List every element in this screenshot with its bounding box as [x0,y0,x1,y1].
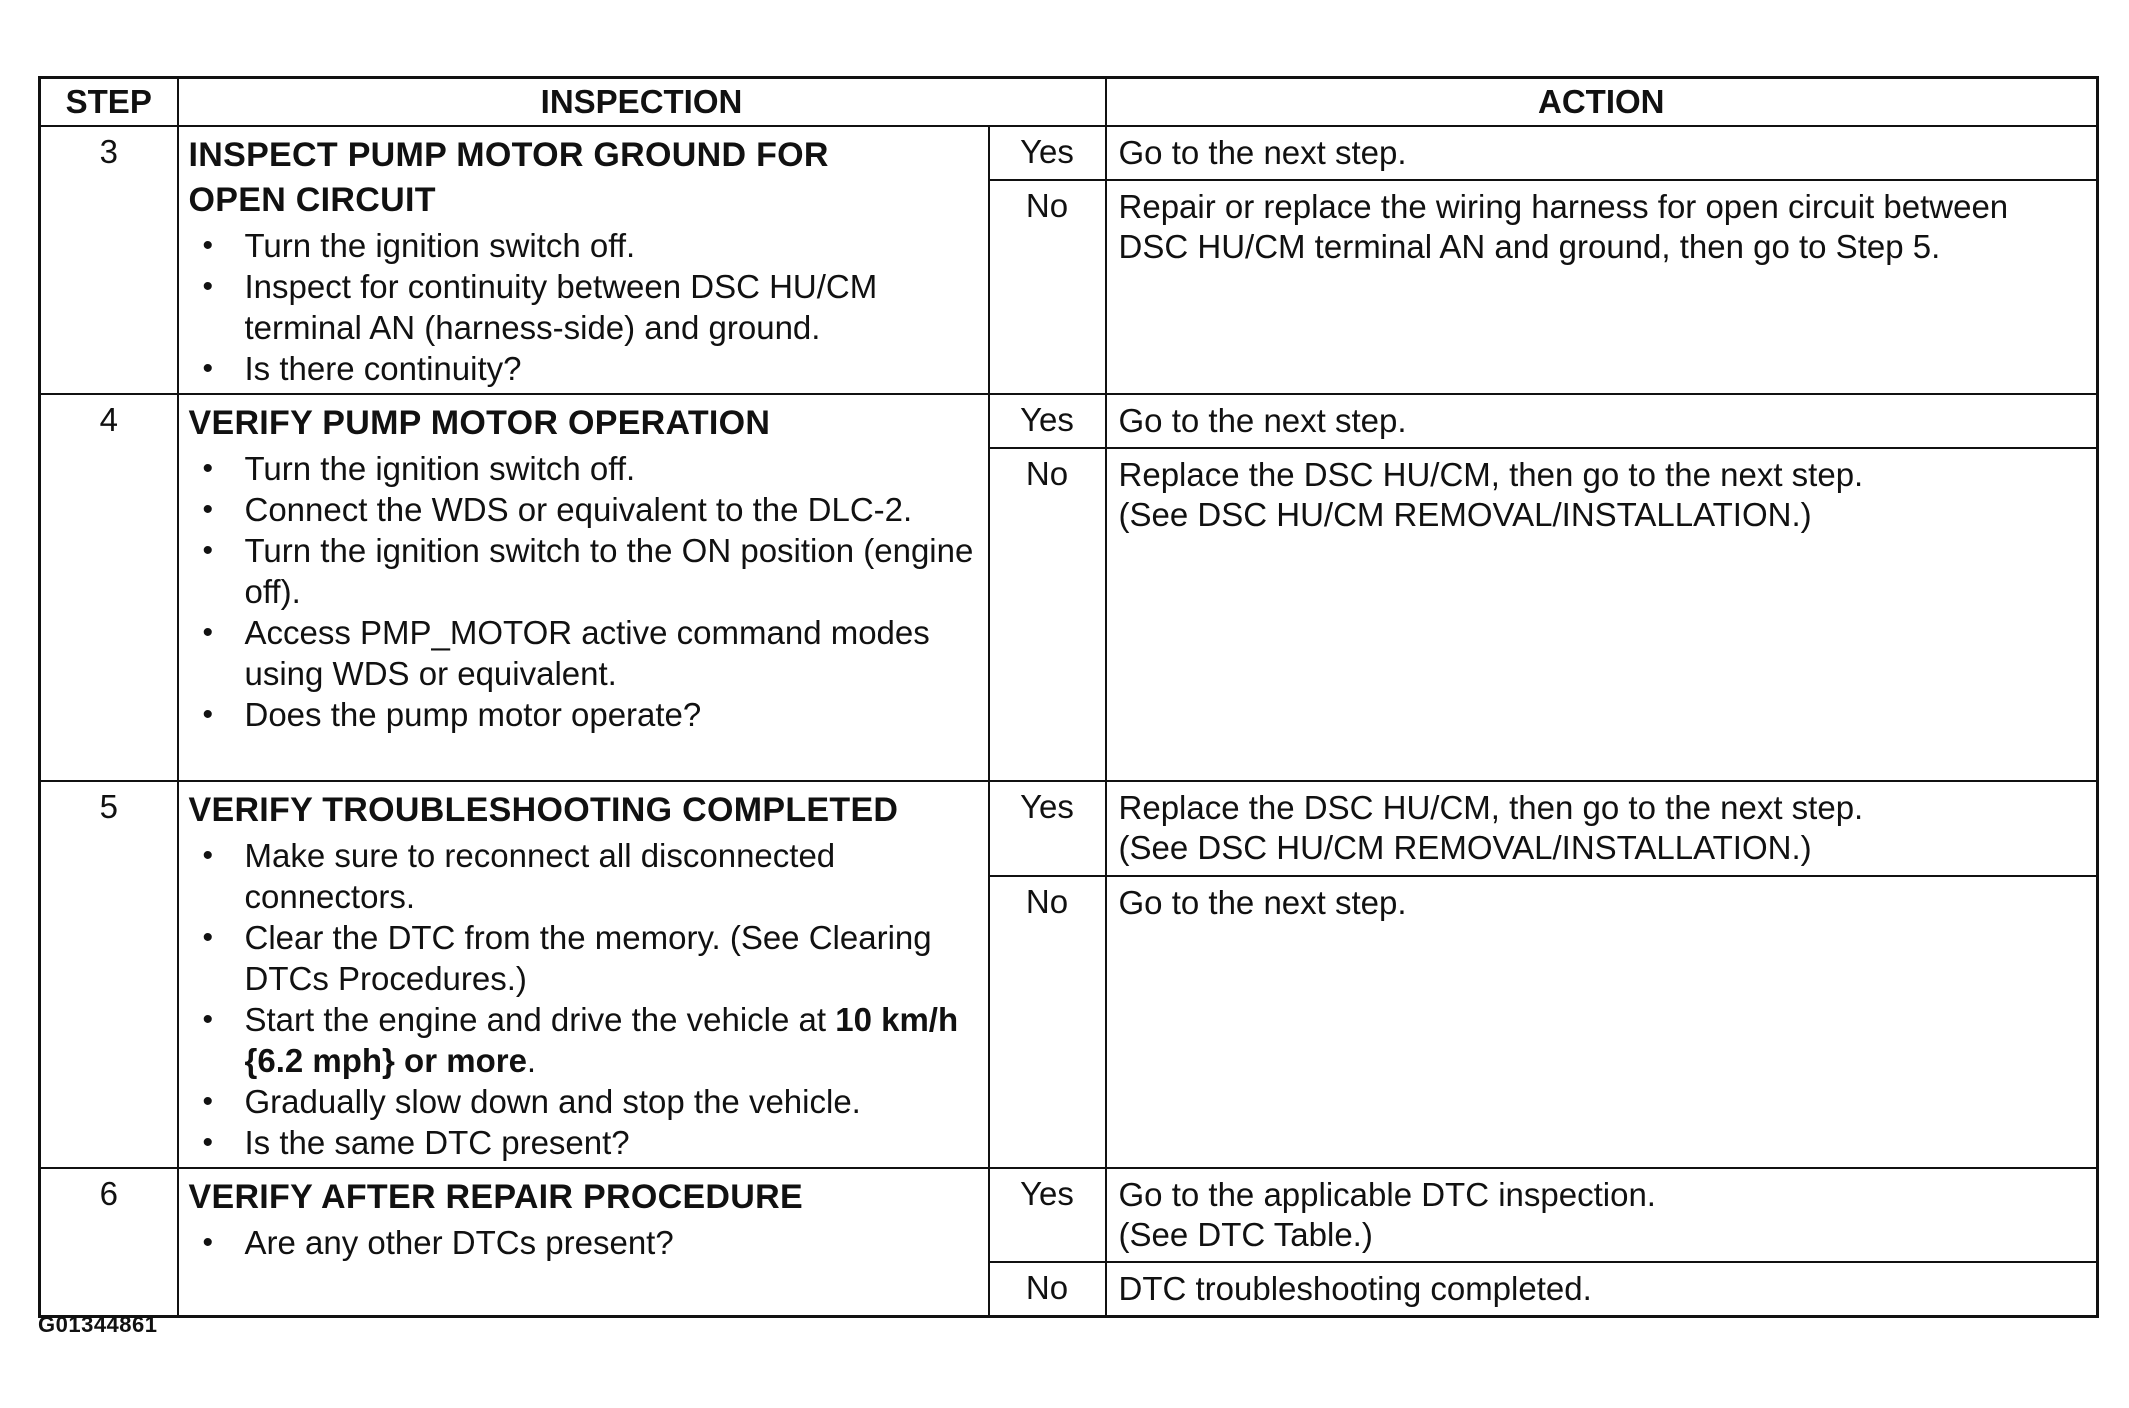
table-row [40,1168,2098,1262]
yes-action: Go to the applicable DTC inspection. (See DTC Table.) [1106,1168,2098,1262]
inspection-cell [178,394,989,781]
list-item: • Are any other DTCs present? [189,1222,978,1263]
inspection-bullets [189,225,978,389]
step-number: 6 [40,1168,178,1317]
no-label: No [989,180,1106,394]
inspection-title: VERIFY AFTER REPAIR PROCEDURE [188,1178,803,1216]
no-action: Go to the next step. [1106,876,2098,1168]
inspection-cell [178,126,989,394]
table-row [40,126,2098,180]
inspection-bullets [189,1222,978,1263]
no-action: Replace the DSC HU/CM, then go to the next step. (See DSC HU/CM REMOVAL/INSTALLATION.) [1106,448,2098,781]
no-action: Repair or replace the wiring harness for open circuit between DSC HU/CM terminal AN and ground, then go to Step 5. [1106,180,2098,394]
inspection-title: VERIFY TROUBLESHOOTING COMPLETED [188,791,899,829]
yes-label: Yes [989,781,1106,876]
inspection-title: VERIFY PUMP MOTOR OPERATION [188,404,771,442]
step-number: 3 [40,126,178,394]
no-action: DTC troubleshooting completed. [1106,1262,2098,1317]
diagnostic-table [38,76,2099,1318]
list-item: • Access PMP_MOTOR active command modes using WDS or equivalent. [189,612,978,694]
inspection-bullets [189,448,978,735]
yes-label: Yes [989,1168,1106,1262]
list-item: • Gradually slow down and stop the vehicle. [189,1081,978,1122]
table-row [40,394,2098,448]
header-row [40,78,2098,127]
step-number: 4 [40,394,178,781]
yes-label: Yes [989,126,1106,180]
list-item: • Turn the ignition switch to the ON position (engine off). [189,530,978,612]
speed-requirement: 10 km/h {6.2 mph} or more [244,1001,959,1079]
list-item: • Connect the WDS or equivalent to the DLC-2. [189,489,978,530]
header-action: ACTION [1106,78,2098,127]
yes-label: Yes [989,394,1106,448]
list-item: • Is there continuity? [189,348,978,389]
table-row [40,781,2098,876]
yes-action: Go to the next step. [1106,394,2098,448]
header-step: STEP [40,78,178,127]
figure-code: G01344861 [38,1312,158,1337]
list-item: • Turn the ignition switch off. [189,448,978,489]
yes-action: Replace the DSC HU/CM, then go to the next step. (See DSC HU/CM REMOVAL/INSTALLATION.) [1106,781,2098,876]
list-item: • Does the pump motor operate? [189,694,978,735]
header-inspection: INSPECTION [178,78,1106,127]
inspection-bullets [189,835,978,1163]
inspection-title: INSPECT PUMP MOTOR GROUND FOR OPEN CIRCUIT [188,136,829,219]
list-item: • Inspect for continuity between DSC HU/CM terminal AN (harness-side) and ground. [189,266,978,348]
inspection-cell [178,1168,989,1317]
list-item: • Turn the ignition switch off. [189,225,978,266]
step-number: 5 [40,781,178,1168]
no-label: No [989,448,1106,781]
list-item: • Is the same DTC present? [189,1122,978,1163]
inspection-cell [178,781,989,1168]
list-item: • Make sure to reconnect all disconnected connectors. [189,835,978,917]
no-label: No [989,1262,1106,1317]
yes-action: Go to the next step. [1106,126,2098,180]
list-item: • Start the engine and drive the vehicle at 10 km/h {6.2 mph} or more. [189,999,978,1081]
list-item: • Clear the DTC from the memory. (See Clearing DTCs Procedures.) [189,917,978,999]
no-label: No [989,876,1106,1168]
